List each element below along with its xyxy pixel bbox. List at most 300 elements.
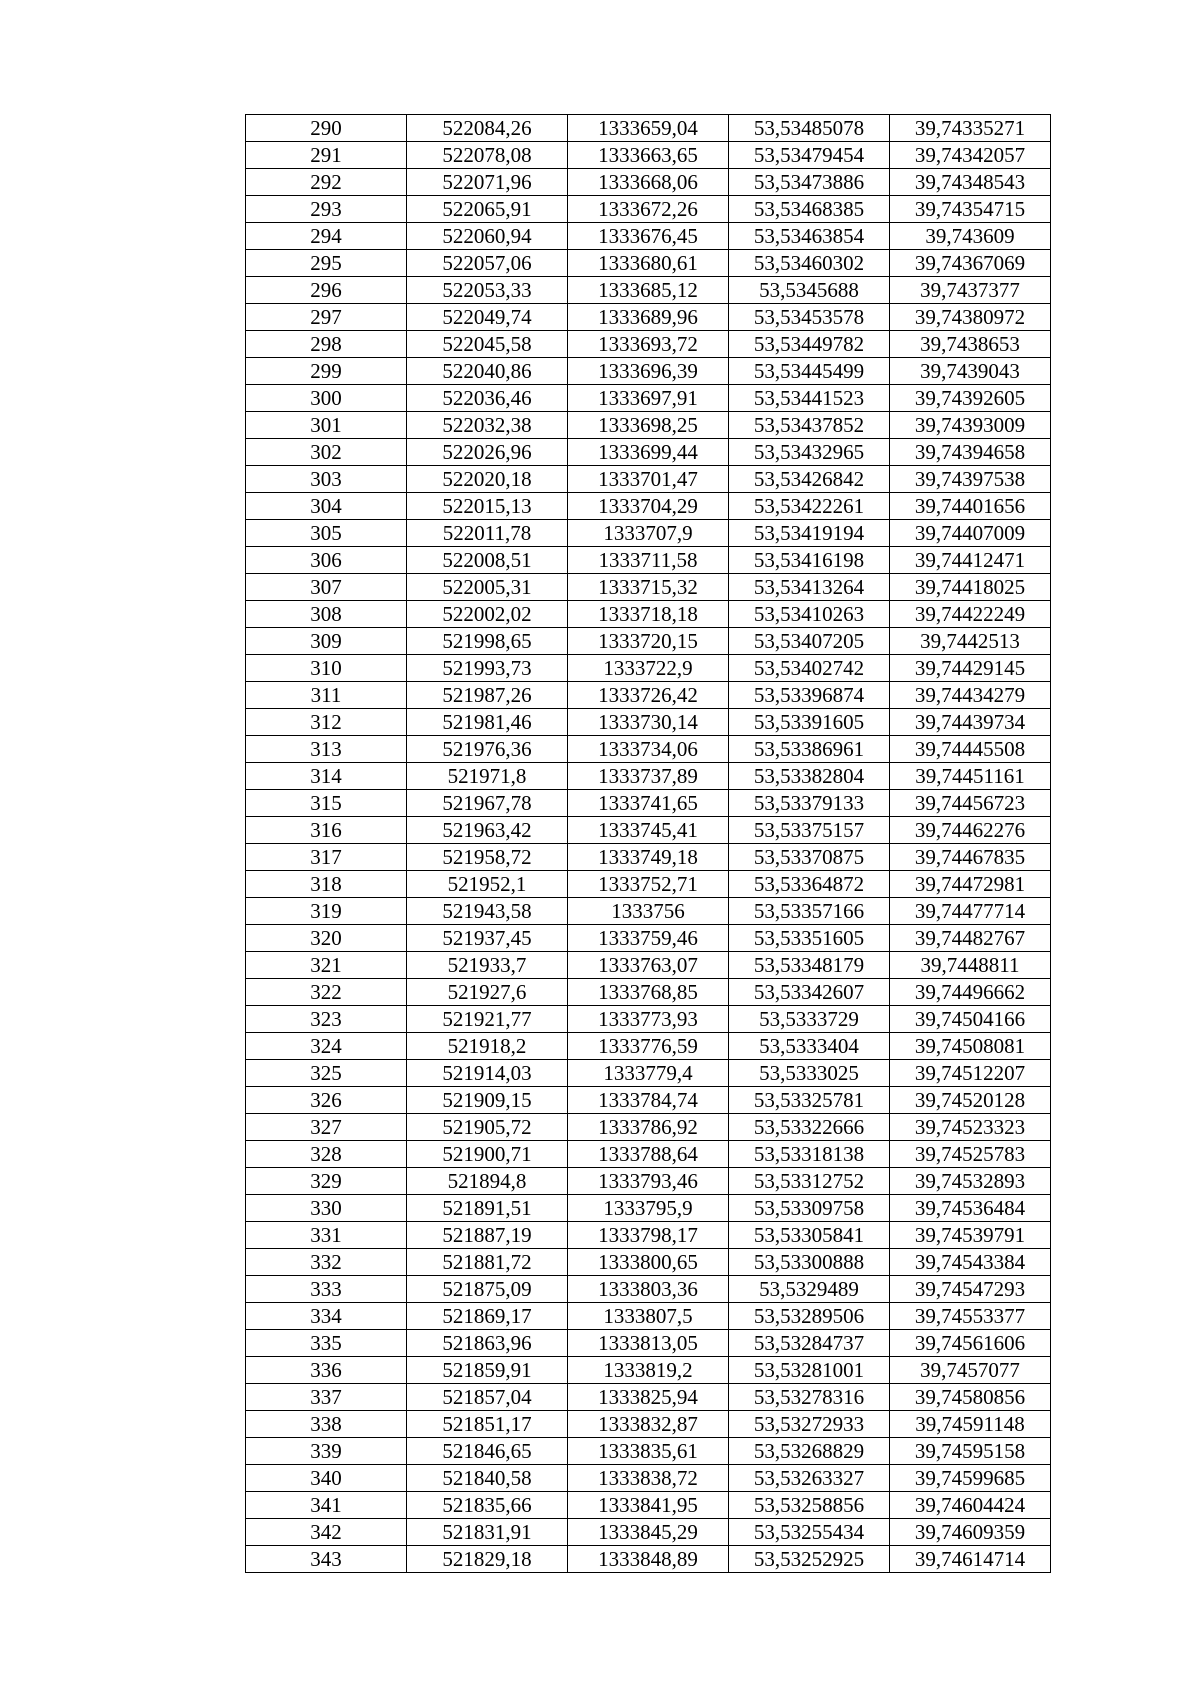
y-coordinate-cell: 1333803,36 [568, 1276, 729, 1303]
latitude-cell: 53,53441523 [729, 385, 890, 412]
point-number-cell: 334 [246, 1303, 407, 1330]
longitude-cell: 39,74392605 [890, 385, 1051, 412]
longitude-cell: 39,74512207 [890, 1060, 1051, 1087]
latitude-cell: 53,53281001 [729, 1357, 890, 1384]
point-number-cell: 327 [246, 1114, 407, 1141]
latitude-cell: 53,53407205 [729, 628, 890, 655]
point-number-cell: 343 [246, 1546, 407, 1573]
y-coordinate-cell: 1333696,39 [568, 358, 729, 385]
point-number-cell: 307 [246, 574, 407, 601]
latitude-cell: 53,53322666 [729, 1114, 890, 1141]
y-coordinate-cell: 1333768,85 [568, 979, 729, 1006]
y-coordinate-cell: 1333786,92 [568, 1114, 729, 1141]
point-number-cell: 330 [246, 1195, 407, 1222]
longitude-cell: 39,74348543 [890, 169, 1051, 196]
latitude-cell: 53,53348179 [729, 952, 890, 979]
point-number-cell: 332 [246, 1249, 407, 1276]
point-number-cell: 328 [246, 1141, 407, 1168]
point-number-cell: 303 [246, 466, 407, 493]
y-coordinate-cell: 1333773,93 [568, 1006, 729, 1033]
table-row [246, 1168, 1051, 1195]
longitude-cell: 39,74496662 [890, 979, 1051, 1006]
longitude-cell: 39,74407009 [890, 520, 1051, 547]
latitude-cell: 53,5333729 [729, 1006, 890, 1033]
latitude-cell: 53,53351605 [729, 925, 890, 952]
table-row [246, 817, 1051, 844]
latitude-cell: 53,53255434 [729, 1519, 890, 1546]
point-number-cell: 329 [246, 1168, 407, 1195]
point-number-cell: 335 [246, 1330, 407, 1357]
y-coordinate-cell: 1333819,2 [568, 1357, 729, 1384]
y-coordinate-cell: 1333730,14 [568, 709, 729, 736]
y-coordinate-cell: 1333759,46 [568, 925, 729, 952]
y-coordinate-cell: 1333704,29 [568, 493, 729, 520]
x-coordinate-cell: 521887,19 [407, 1222, 568, 1249]
y-coordinate-cell: 1333749,18 [568, 844, 729, 871]
point-number-cell: 336 [246, 1357, 407, 1384]
table-row [246, 871, 1051, 898]
x-coordinate-cell: 522045,58 [407, 331, 568, 358]
latitude-cell: 53,53272933 [729, 1411, 890, 1438]
point-number-cell: 338 [246, 1411, 407, 1438]
y-coordinate-cell: 1333795,9 [568, 1195, 729, 1222]
x-coordinate-cell: 521863,96 [407, 1330, 568, 1357]
table-row [246, 1492, 1051, 1519]
x-coordinate-cell: 521958,72 [407, 844, 568, 871]
x-coordinate-cell: 521921,77 [407, 1006, 568, 1033]
table-row [246, 736, 1051, 763]
table-row [246, 412, 1051, 439]
latitude-cell: 53,53391605 [729, 709, 890, 736]
x-coordinate-cell: 521829,18 [407, 1546, 568, 1573]
x-coordinate-cell: 522078,08 [407, 142, 568, 169]
x-coordinate-cell: 522084,26 [407, 115, 568, 142]
table-row [246, 142, 1051, 169]
point-number-cell: 322 [246, 979, 407, 1006]
x-coordinate-cell: 521933,7 [407, 952, 568, 979]
x-coordinate-cell: 521859,91 [407, 1357, 568, 1384]
longitude-cell: 39,74418025 [890, 574, 1051, 601]
y-coordinate-cell: 1333701,47 [568, 466, 729, 493]
latitude-cell: 53,5329489 [729, 1276, 890, 1303]
latitude-cell: 53,53416198 [729, 547, 890, 574]
x-coordinate-cell: 522005,31 [407, 574, 568, 601]
point-number-cell: 296 [246, 277, 407, 304]
longitude-cell: 39,743609 [890, 223, 1051, 250]
latitude-cell: 53,53370875 [729, 844, 890, 871]
y-coordinate-cell: 1333722,9 [568, 655, 729, 682]
x-coordinate-cell: 521881,72 [407, 1249, 568, 1276]
latitude-cell: 53,53325781 [729, 1087, 890, 1114]
latitude-cell: 53,53479454 [729, 142, 890, 169]
point-number-cell: 292 [246, 169, 407, 196]
x-coordinate-cell: 521900,71 [407, 1141, 568, 1168]
longitude-cell: 39,74342057 [890, 142, 1051, 169]
latitude-cell: 53,5333404 [729, 1033, 890, 1060]
x-coordinate-cell: 522060,94 [407, 223, 568, 250]
latitude-cell: 53,53289506 [729, 1303, 890, 1330]
latitude-cell: 53,53305841 [729, 1222, 890, 1249]
x-coordinate-cell: 522053,33 [407, 277, 568, 304]
table-row [246, 655, 1051, 682]
y-coordinate-cell: 1333741,65 [568, 790, 729, 817]
point-number-cell: 312 [246, 709, 407, 736]
longitude-cell: 39,74609359 [890, 1519, 1051, 1546]
longitude-cell: 39,74445508 [890, 736, 1051, 763]
point-number-cell: 320 [246, 925, 407, 952]
longitude-cell: 39,74380972 [890, 304, 1051, 331]
point-number-cell: 302 [246, 439, 407, 466]
y-coordinate-cell: 1333841,95 [568, 1492, 729, 1519]
table-row [246, 844, 1051, 871]
latitude-cell: 53,53342607 [729, 979, 890, 1006]
longitude-cell: 39,74520128 [890, 1087, 1051, 1114]
y-coordinate-cell: 1333845,29 [568, 1519, 729, 1546]
latitude-cell: 53,53460302 [729, 250, 890, 277]
y-coordinate-cell: 1333697,91 [568, 385, 729, 412]
latitude-cell: 53,53375157 [729, 817, 890, 844]
latitude-cell: 53,5345688 [729, 277, 890, 304]
longitude-cell: 39,74401656 [890, 493, 1051, 520]
table-row [246, 763, 1051, 790]
x-coordinate-cell: 521905,72 [407, 1114, 568, 1141]
longitude-cell: 39,74553377 [890, 1303, 1051, 1330]
longitude-cell: 39,74580856 [890, 1384, 1051, 1411]
point-number-cell: 342 [246, 1519, 407, 1546]
table-row [246, 1249, 1051, 1276]
table-row [246, 385, 1051, 412]
y-coordinate-cell: 1333715,32 [568, 574, 729, 601]
y-coordinate-cell: 1333813,05 [568, 1330, 729, 1357]
latitude-cell: 53,53410263 [729, 601, 890, 628]
latitude-cell: 53,53419194 [729, 520, 890, 547]
latitude-cell: 53,53473886 [729, 169, 890, 196]
latitude-cell: 53,53364872 [729, 871, 890, 898]
table-row [246, 1438, 1051, 1465]
latitude-cell: 53,53300888 [729, 1249, 890, 1276]
point-number-cell: 300 [246, 385, 407, 412]
x-coordinate-cell: 522036,46 [407, 385, 568, 412]
point-number-cell: 295 [246, 250, 407, 277]
y-coordinate-cell: 1333848,89 [568, 1546, 729, 1573]
y-coordinate-cell: 1333737,89 [568, 763, 729, 790]
latitude-cell: 53,53312752 [729, 1168, 890, 1195]
point-number-cell: 305 [246, 520, 407, 547]
x-coordinate-cell: 521914,03 [407, 1060, 568, 1087]
longitude-cell: 39,74456723 [890, 790, 1051, 817]
longitude-cell: 39,74595158 [890, 1438, 1051, 1465]
latitude-cell: 53,53396874 [729, 682, 890, 709]
longitude-cell: 39,74525783 [890, 1141, 1051, 1168]
latitude-cell: 53,53278316 [729, 1384, 890, 1411]
latitude-cell: 53,53252925 [729, 1546, 890, 1573]
x-coordinate-cell: 521993,73 [407, 655, 568, 682]
x-coordinate-cell: 522032,38 [407, 412, 568, 439]
table-row [246, 1276, 1051, 1303]
point-number-cell: 326 [246, 1087, 407, 1114]
y-coordinate-cell: 1333720,15 [568, 628, 729, 655]
point-number-cell: 301 [246, 412, 407, 439]
y-coordinate-cell: 1333663,65 [568, 142, 729, 169]
y-coordinate-cell: 1333668,06 [568, 169, 729, 196]
table-row [246, 1222, 1051, 1249]
x-coordinate-cell: 522057,06 [407, 250, 568, 277]
longitude-cell: 39,74532893 [890, 1168, 1051, 1195]
y-coordinate-cell: 1333693,72 [568, 331, 729, 358]
longitude-cell: 39,74451161 [890, 763, 1051, 790]
x-coordinate-cell: 521976,36 [407, 736, 568, 763]
longitude-cell: 39,74472981 [890, 871, 1051, 898]
point-number-cell: 309 [246, 628, 407, 655]
y-coordinate-cell: 1333756 [568, 898, 729, 925]
table-row [246, 250, 1051, 277]
latitude-cell: 53,53449782 [729, 331, 890, 358]
x-coordinate-cell: 521943,58 [407, 898, 568, 925]
table-row [246, 277, 1051, 304]
longitude-cell: 39,74367069 [890, 250, 1051, 277]
y-coordinate-cell: 1333707,9 [568, 520, 729, 547]
table-row [246, 952, 1051, 979]
longitude-cell: 39,7457077 [890, 1357, 1051, 1384]
point-number-cell: 333 [246, 1276, 407, 1303]
longitude-cell: 39,74561606 [890, 1330, 1051, 1357]
y-coordinate-cell: 1333711,58 [568, 547, 729, 574]
table-row [246, 1087, 1051, 1114]
point-number-cell: 337 [246, 1384, 407, 1411]
longitude-cell: 39,74462276 [890, 817, 1051, 844]
y-coordinate-cell: 1333838,72 [568, 1465, 729, 1492]
longitude-cell: 39,74335271 [890, 115, 1051, 142]
y-coordinate-cell: 1333699,44 [568, 439, 729, 466]
x-coordinate-cell: 522015,13 [407, 493, 568, 520]
table-row [246, 979, 1051, 1006]
x-coordinate-cell: 521963,42 [407, 817, 568, 844]
longitude-cell: 39,74543384 [890, 1249, 1051, 1276]
point-number-cell: 321 [246, 952, 407, 979]
latitude-cell: 53,53263327 [729, 1465, 890, 1492]
longitude-cell: 39,74429145 [890, 655, 1051, 682]
x-coordinate-cell: 522071,96 [407, 169, 568, 196]
longitude-cell: 39,74467835 [890, 844, 1051, 871]
table-row [246, 601, 1051, 628]
x-coordinate-cell: 521857,04 [407, 1384, 568, 1411]
table-row [246, 1195, 1051, 1222]
y-coordinate-cell: 1333726,42 [568, 682, 729, 709]
table-row [246, 790, 1051, 817]
y-coordinate-cell: 1333689,96 [568, 304, 729, 331]
x-coordinate-cell: 521937,45 [407, 925, 568, 952]
latitude-cell: 53,53386961 [729, 736, 890, 763]
point-number-cell: 313 [246, 736, 407, 763]
table-row [246, 466, 1051, 493]
x-coordinate-cell: 521891,51 [407, 1195, 568, 1222]
longitude-cell: 39,74394658 [890, 439, 1051, 466]
point-number-cell: 317 [246, 844, 407, 871]
table-row [246, 898, 1051, 925]
x-coordinate-cell: 522040,86 [407, 358, 568, 385]
point-number-cell: 323 [246, 1006, 407, 1033]
table-row [246, 1330, 1051, 1357]
table-row [246, 682, 1051, 709]
point-number-cell: 308 [246, 601, 407, 628]
y-coordinate-cell: 1333763,07 [568, 952, 729, 979]
latitude-cell: 53,53318138 [729, 1141, 890, 1168]
longitude-cell: 39,7442513 [890, 628, 1051, 655]
y-coordinate-cell: 1333718,18 [568, 601, 729, 628]
y-coordinate-cell: 1333676,45 [568, 223, 729, 250]
y-coordinate-cell: 1333807,5 [568, 1303, 729, 1330]
x-coordinate-cell: 521952,1 [407, 871, 568, 898]
latitude-cell: 53,53445499 [729, 358, 890, 385]
table-row [246, 574, 1051, 601]
point-number-cell: 294 [246, 223, 407, 250]
latitude-cell: 53,53413264 [729, 574, 890, 601]
table-row [246, 304, 1051, 331]
longitude-cell: 39,7438653 [890, 331, 1051, 358]
longitude-cell: 39,74604424 [890, 1492, 1051, 1519]
x-coordinate-cell: 521998,65 [407, 628, 568, 655]
table-row [246, 196, 1051, 223]
latitude-cell: 53,5333025 [729, 1060, 890, 1087]
table-row [246, 1411, 1051, 1438]
table-row [246, 709, 1051, 736]
point-number-cell: 318 [246, 871, 407, 898]
latitude-cell: 53,53402742 [729, 655, 890, 682]
table-row [246, 1546, 1051, 1573]
table-row [246, 223, 1051, 250]
table-row [246, 520, 1051, 547]
longitude-cell: 39,74614714 [890, 1546, 1051, 1573]
y-coordinate-cell: 1333784,74 [568, 1087, 729, 1114]
table-row [246, 358, 1051, 385]
x-coordinate-cell: 521971,8 [407, 763, 568, 790]
table-row [246, 1033, 1051, 1060]
latitude-cell: 53,53268829 [729, 1438, 890, 1465]
longitude-cell: 39,74523323 [890, 1114, 1051, 1141]
x-coordinate-cell: 521981,46 [407, 709, 568, 736]
longitude-cell: 39,74591148 [890, 1411, 1051, 1438]
table-row [246, 628, 1051, 655]
latitude-cell: 53,53422261 [729, 493, 890, 520]
y-coordinate-cell: 1333734,06 [568, 736, 729, 763]
x-coordinate-cell: 521869,17 [407, 1303, 568, 1330]
longitude-cell: 39,74508081 [890, 1033, 1051, 1060]
y-coordinate-cell: 1333800,65 [568, 1249, 729, 1276]
point-number-cell: 324 [246, 1033, 407, 1060]
longitude-cell: 39,74539791 [890, 1222, 1051, 1249]
table-row [246, 439, 1051, 466]
table-row [246, 169, 1051, 196]
x-coordinate-cell: 521840,58 [407, 1465, 568, 1492]
table-row [246, 1060, 1051, 1087]
longitude-cell: 39,7448811 [890, 952, 1051, 979]
y-coordinate-cell: 1333752,71 [568, 871, 729, 898]
x-coordinate-cell: 521875,09 [407, 1276, 568, 1303]
latitude-cell: 53,53357166 [729, 898, 890, 925]
point-number-cell: 304 [246, 493, 407, 520]
x-coordinate-cell: 522011,78 [407, 520, 568, 547]
point-number-cell: 341 [246, 1492, 407, 1519]
table-row [246, 1303, 1051, 1330]
x-coordinate-cell: 521831,91 [407, 1519, 568, 1546]
longitude-cell: 39,74397538 [890, 466, 1051, 493]
table-row [246, 547, 1051, 574]
table-row [246, 1384, 1051, 1411]
y-coordinate-cell: 1333788,64 [568, 1141, 729, 1168]
table-row [246, 925, 1051, 952]
x-coordinate-cell: 521967,78 [407, 790, 568, 817]
point-number-cell: 331 [246, 1222, 407, 1249]
x-coordinate-cell: 522049,74 [407, 304, 568, 331]
y-coordinate-cell: 1333832,87 [568, 1411, 729, 1438]
table-row [246, 493, 1051, 520]
point-number-cell: 299 [246, 358, 407, 385]
y-coordinate-cell: 1333835,61 [568, 1438, 729, 1465]
table-row [246, 1519, 1051, 1546]
point-number-cell: 339 [246, 1438, 407, 1465]
y-coordinate-cell: 1333825,94 [568, 1384, 729, 1411]
point-number-cell: 290 [246, 115, 407, 142]
y-coordinate-cell: 1333745,41 [568, 817, 729, 844]
table-row [246, 1006, 1051, 1033]
latitude-cell: 53,53468385 [729, 196, 890, 223]
longitude-cell: 39,74434279 [890, 682, 1051, 709]
table-row [246, 1114, 1051, 1141]
y-coordinate-cell: 1333672,26 [568, 196, 729, 223]
latitude-cell: 53,53432965 [729, 439, 890, 466]
x-coordinate-cell: 521846,65 [407, 1438, 568, 1465]
point-number-cell: 311 [246, 682, 407, 709]
point-number-cell: 298 [246, 331, 407, 358]
x-coordinate-cell: 521851,17 [407, 1411, 568, 1438]
point-number-cell: 315 [246, 790, 407, 817]
x-coordinate-cell: 521927,6 [407, 979, 568, 1006]
point-number-cell: 316 [246, 817, 407, 844]
longitude-cell: 39,74393009 [890, 412, 1051, 439]
latitude-cell: 53,53485078 [729, 115, 890, 142]
table-row [246, 331, 1051, 358]
longitude-cell: 39,7439043 [890, 358, 1051, 385]
y-coordinate-cell: 1333659,04 [568, 115, 729, 142]
x-coordinate-cell: 522065,91 [407, 196, 568, 223]
longitude-cell: 39,74422249 [890, 601, 1051, 628]
latitude-cell: 53,53463854 [729, 223, 890, 250]
table-row [246, 1357, 1051, 1384]
longitude-cell: 39,74354715 [890, 196, 1051, 223]
x-coordinate-cell: 521909,15 [407, 1087, 568, 1114]
y-coordinate-cell: 1333776,59 [568, 1033, 729, 1060]
x-coordinate-cell: 522020,18 [407, 466, 568, 493]
latitude-cell: 53,53309758 [729, 1195, 890, 1222]
point-number-cell: 325 [246, 1060, 407, 1087]
latitude-cell: 53,53379133 [729, 790, 890, 817]
point-number-cell: 340 [246, 1465, 407, 1492]
y-coordinate-cell: 1333680,61 [568, 250, 729, 277]
x-coordinate-cell: 522008,51 [407, 547, 568, 574]
x-coordinate-cell: 521987,26 [407, 682, 568, 709]
coordinates-table-body [246, 115, 1051, 1573]
point-number-cell: 291 [246, 142, 407, 169]
latitude-cell: 53,53382804 [729, 763, 890, 790]
longitude-cell: 39,74477714 [890, 898, 1051, 925]
table-row [246, 1141, 1051, 1168]
point-number-cell: 293 [246, 196, 407, 223]
latitude-cell: 53,53453578 [729, 304, 890, 331]
table-row [246, 115, 1051, 142]
latitude-cell: 53,53284737 [729, 1330, 890, 1357]
coordinates-table [245, 114, 1051, 1573]
latitude-cell: 53,53258856 [729, 1492, 890, 1519]
